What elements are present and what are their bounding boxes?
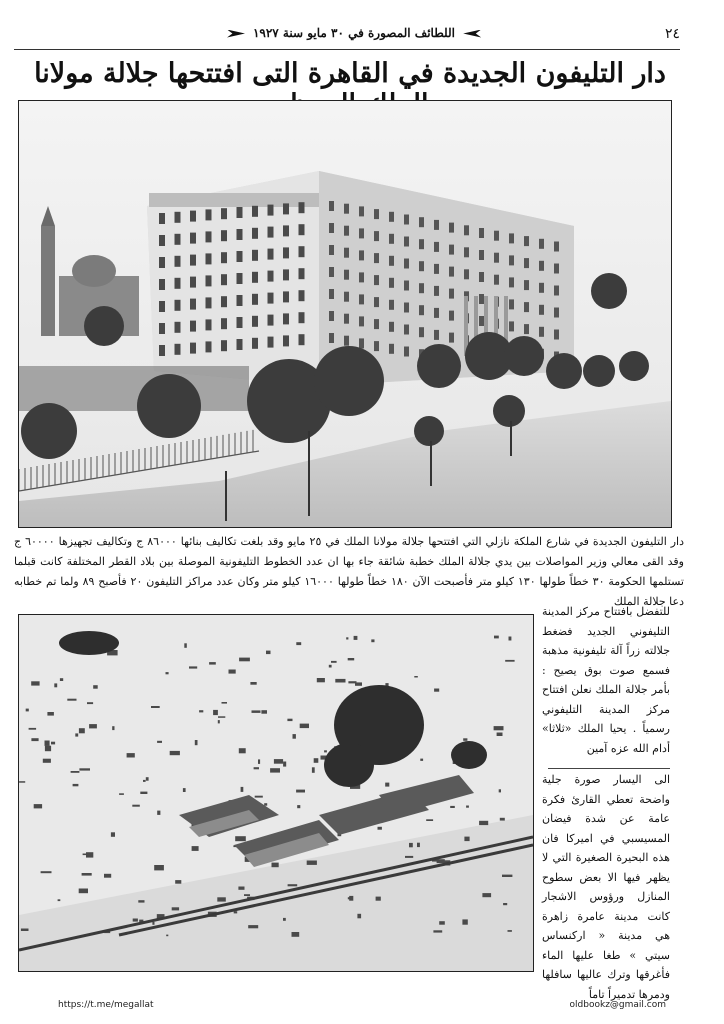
footer-email[interactable]: oldbookz@gmail.com [569, 1000, 666, 1010]
footer-link[interactable]: https://t.me/megallat [58, 1000, 154, 1010]
running-title: اللطائف المصورة في ٣٠ مايو سنة ١٩٢٧ [252, 26, 456, 40]
running-title-line [28, 26, 680, 40]
flood-aerial-photo [18, 614, 534, 972]
telephone-building-photo [18, 100, 672, 528]
side-column-ceremony: للتفضل بافتتاح مركز المدينة التليفوني الجديد فضغط جلالته زراً آلة تليفونية مذهبة فسمع صوت بوق يصيح : بأمر جلالة الملك نعلن افتتاح مركز المدينة التليفوني رسمياً . يحيا الملك «ثلاثا» أدام الله عزه آمين [542, 605, 670, 755]
side-column-flood: الى اليسار صورة جلية واضحة تعطي القارئ فكرة عامة عن شدة فيضان المسيسبي في اميركا فان هذه البحيرة الصغيرة التي لا يظهر فيها الا بعض سطوح المنازل ورؤوس الاشجار كانت مدينة عامرة زاهرة هي مدينة « اركنساس سيتي » طغا عليها الماء فأغرقها وترك عاليها سافلها ودمرها تدميراً تاماً [542, 773, 670, 1001]
ornament-icon [227, 30, 245, 38]
column-divider [548, 768, 670, 769]
ornament-icon [463, 30, 481, 38]
page-number: ٢٤ [664, 26, 680, 42]
page-header [28, 22, 680, 48]
photo-caption: دار التليفون الجديدة في شارع الملكة نازلي التي افتتحها جلالة مولانا الملك في ٢٥ مايو وقد بلغت تكاليف بنائها ٨٦٠٠٠ ج وتكاليف تجهيزها ٦٠٠٠٠ ج وقد القى معالي وزير المواصلات بين يدي جلالة الملك خطبة شائقة جاء بها ان عدد الخطوط التليفونية الموصلة بين بلاد القطر المختلفة كانت قبلما تستلمها الحكومة ٣٠ خطاً طولها ١٣٠ كيلو متر فأصبحت الآن ١٨٠ خطاً طولها ١٦٠٠٠ كيلو متر وكان عدد مراكز التليفون ٢٠ فأصبح ٨٩ ولما تم خطابه دعا جلالة الملك [14, 535, 684, 608]
header-rule [14, 49, 680, 50]
headline: دار التليفون الجديدة في القاهرة التى افتتحها جلالة مولانا [34, 58, 666, 89]
